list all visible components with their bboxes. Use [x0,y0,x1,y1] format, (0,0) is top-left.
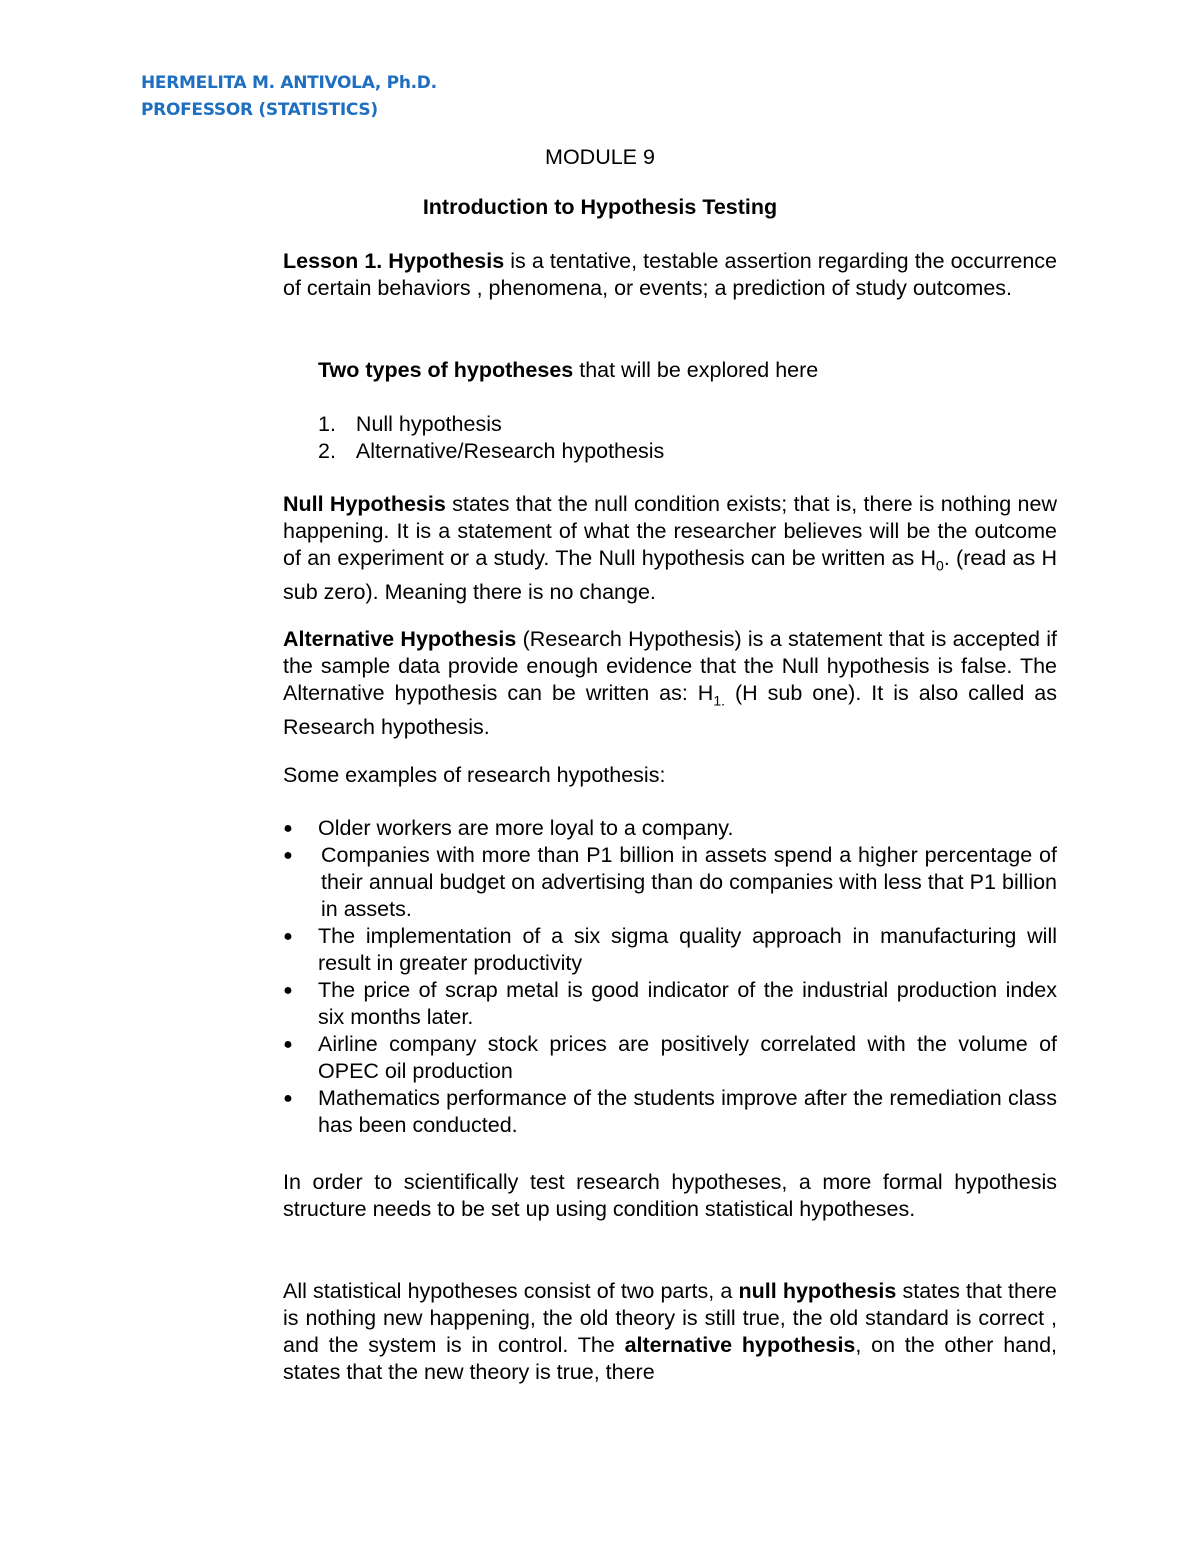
bullet-icon: ● [283,928,293,945]
list-item [283,1031,1057,1085]
example-text: Mathematics performance of the students improve after the remediation class has been conducted. [318,1086,1057,1137]
examples-intro: Some examples of research hypothesis: [283,763,666,787]
alternative-hypothesis-paragraph [283,626,1057,741]
bullet-icon: ● [283,820,293,837]
allstat-bold-2: alternative hypothesis [624,1333,856,1357]
list-item [283,438,664,465]
null-lead: Null Hypothesis [283,492,446,516]
lesson-lead: Lesson 1. Hypothesis [283,249,505,273]
null-text: states that the null condition exists; that is, there is nothing new happening. It is a statement of what the researcher believes will be the outcome of an experiment or a study. The Null hypothesis can be written as H [283,492,1058,570]
document-title: Introduction to Hypothesis Testing [422,195,778,219]
list-item [283,923,1057,977]
bullet-icon: ● [283,1036,293,1053]
author-position: PROFESSOR (STATISTICS) [141,100,378,120]
list-number: 1. [318,412,336,436]
null-hypothesis-paragraph [283,491,1057,606]
statistical-hypotheses-paragraph [283,1278,1057,1386]
null-tail: . (read as H sub zero). Meaning there is no change. [283,546,1057,605]
lesson-text: is a tentative, testable assertion regarding the occurrence of certain behaviors , phenomena, or events; a prediction of study outcomes. [283,249,1057,300]
example-text: Airline company stock prices are positively correlated with the volume of OPEC oil production [318,1032,1057,1083]
list-item [283,411,664,438]
allstat-text-1: All statistical hypotheses consist of two parts, a [283,1279,739,1303]
module-number: MODULE 9 [545,145,655,169]
list-item [283,1085,1057,1139]
alt-text: (Research Hypothesis) is a statement that is accepted if the sample data provide enough evidence that the Null hypothesis is false. The Alternative hypothesis can be written as: H [283,627,1057,705]
bullet-icon: ● [283,847,293,864]
list-label: Alternative/Research hypothesis [355,439,665,463]
bullet-icon: ● [283,1090,293,1107]
examples-list [283,815,1057,1139]
list-number: 2. [318,439,336,463]
types-paragraph [318,357,1058,384]
allstat-bold-1: null hypothesis [738,1279,897,1303]
types-text: that will be explored here [573,358,819,382]
example-text: Older workers are more loyal to a company. [318,816,734,840]
author-name: HERMELITA M. ANTIVOLA, Ph.D. [141,73,437,93]
lesson-paragraph [283,248,1057,302]
list-item [283,977,1057,1031]
allstat-text-2: states that there is nothing new happening, the old theory is still true, the old standard is correct , and the system is in control. The [283,1279,1057,1357]
example-text: The price of scrap metal is good indicator of the industrial production index six months later. [318,978,1057,1029]
null-subscript: 0 [936,557,944,574]
types-list [283,411,664,465]
list-item [283,815,1057,842]
types-lead: Two types of hypotheses [318,358,574,382]
alt-tail: (H sub one). It is also called as Research hypothesis. [283,681,1057,740]
list-label: Null hypothesis [355,412,502,436]
alt-lead: Alternative Hypothesis [283,627,517,651]
list-item [283,842,1057,923]
order-paragraph: In order to scientifically test research hypotheses, a more formal hypothesis structure needs to be set up using condition statistical hypotheses. [283,1170,1057,1221]
alt-subscript: 1. [713,692,726,709]
bullet-icon: ● [283,982,293,999]
example-text: Companies with more than P1 billion in assets spend a higher percentage of their annual budget on advertising than do companies with less that P1 billion in assets. [321,843,1057,921]
allstat-text-3: , on the other hand, states that the new theory is true, there [283,1333,1057,1384]
example-text: The implementation of a six sigma quality approach in manufacturing will result in greater productivity [318,924,1057,975]
